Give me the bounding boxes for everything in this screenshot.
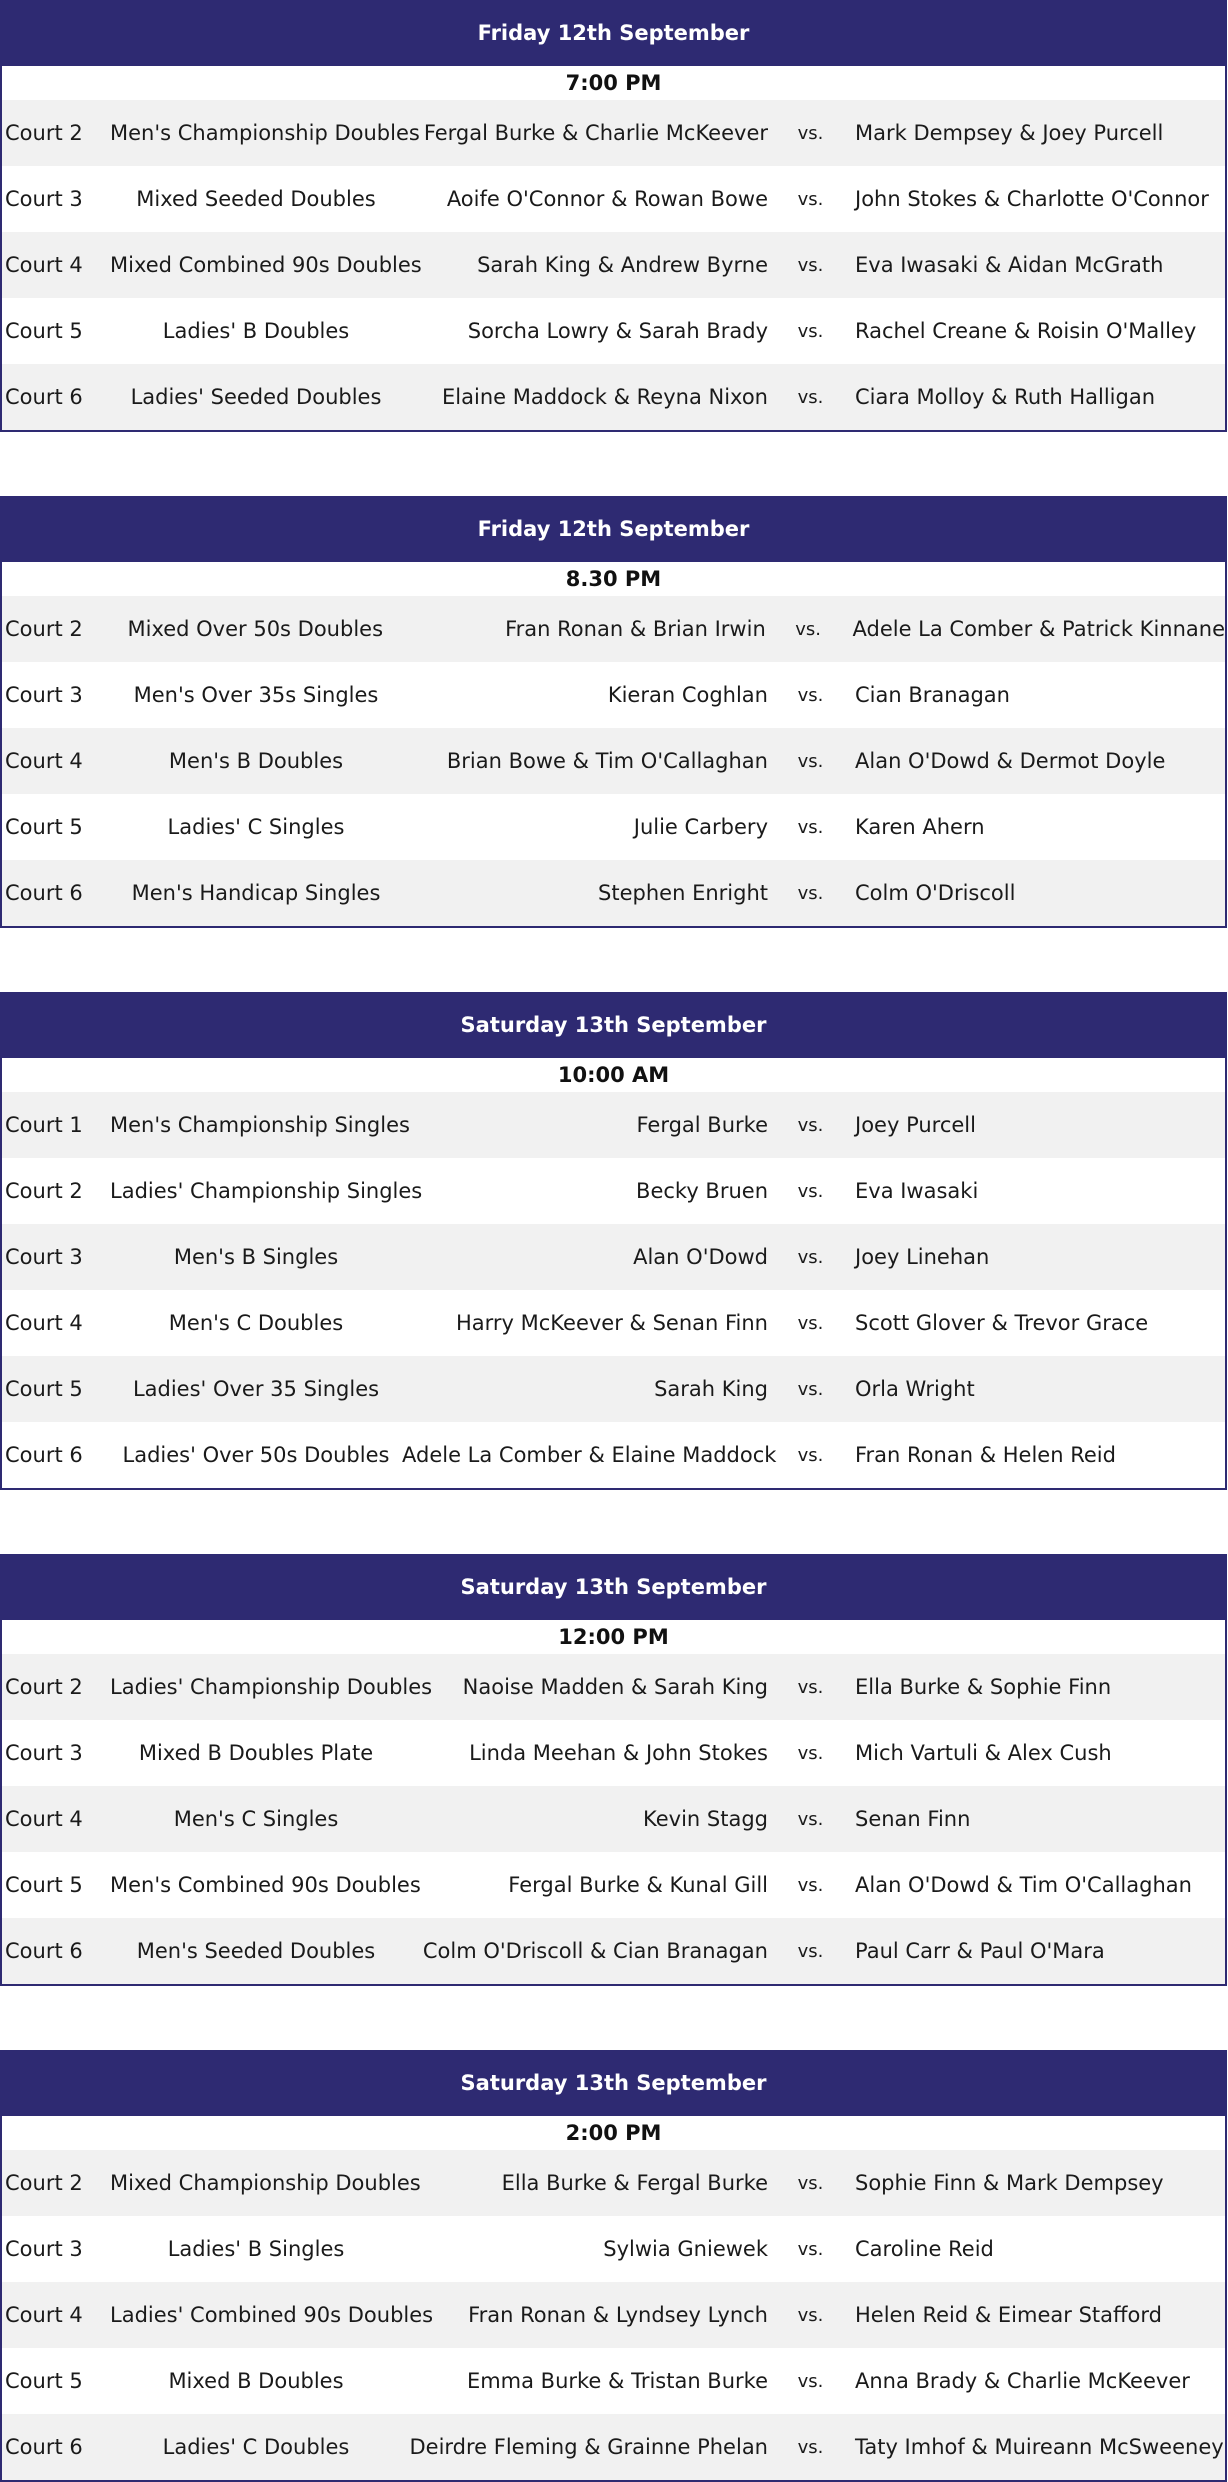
- event-name: Ladies' C Singles: [167, 815, 345, 839]
- player-two: Ella Burke & Sophie Finn: [855, 1675, 1112, 1699]
- day-header: Saturday 13th September: [0, 1554, 1227, 1620]
- player-one: Emma Burke & Tristan Burke: [466, 2369, 768, 2393]
- event-name: Ladies' Championship Singles: [110, 1179, 423, 1203]
- court-label: Court 4: [5, 253, 83, 277]
- match-row: [2, 364, 1225, 430]
- court-label: Court 6: [5, 385, 83, 409]
- player-one: Sorcha Lowry & Sarah Brady: [467, 319, 768, 343]
- match-row: [2, 1356, 1225, 1422]
- court-label: Court 5: [5, 1377, 83, 1401]
- player-two: Eva Iwasaki & Aidan McGrath: [855, 253, 1164, 277]
- session-block: [0, 1554, 1227, 1986]
- session-time: 8.30 PM: [2, 562, 1225, 596]
- player-two: Joey Linehan: [855, 1245, 990, 1269]
- player-one: Fran Ronan & Lyndsey Lynch: [468, 2303, 768, 2327]
- session-time: 7:00 PM: [2, 66, 1225, 100]
- player-one: Kevin Stagg: [643, 1807, 768, 1831]
- session-block: [0, 496, 1227, 928]
- player-two: Karen Ahern: [855, 815, 985, 839]
- session-block: [0, 2050, 1227, 2482]
- player-one: Harry McKeever & Senan Finn: [455, 1311, 768, 1335]
- versus-label: vs.: [797, 254, 824, 276]
- player-one: Alan O'Dowd: [633, 1245, 768, 1269]
- player-one: Julie Carbery: [633, 815, 768, 839]
- versus-label: vs.: [797, 1676, 824, 1698]
- versus-label: vs.: [797, 386, 824, 408]
- player-one: Ella Burke & Fergal Burke: [501, 2171, 768, 2195]
- match-row: [2, 1654, 1225, 1720]
- event-name: Ladies' B Doubles: [162, 319, 350, 343]
- court-label: Court 5: [5, 2369, 83, 2393]
- versus-label: vs.: [797, 1114, 824, 1136]
- player-two: Paul Carr & Paul O'Mara: [855, 1939, 1105, 1963]
- court-label: Court 2: [5, 2171, 83, 2195]
- match-row: [2, 1852, 1225, 1918]
- court-label: Court 2: [5, 617, 83, 641]
- court-label: Court 4: [5, 749, 83, 773]
- event-name: Mixed Seeded Doubles: [136, 187, 376, 211]
- player-two: Taty Imhof & Muireann McSweeney: [855, 2435, 1224, 2459]
- event-name: Ladies' C Doubles: [162, 2435, 350, 2459]
- match-row: [2, 662, 1225, 728]
- versus-label: vs.: [797, 2172, 824, 2194]
- event-name: Men's C Doubles: [168, 1311, 344, 1335]
- event-name: Men's Handicap Singles: [131, 881, 381, 905]
- event-name: Men's Seeded Doubles: [136, 1939, 376, 1963]
- player-two: Caroline Reid: [855, 2237, 994, 2261]
- court-label: Court 5: [5, 815, 83, 839]
- player-two: Adele La Comber & Patrick Kinnane: [852, 617, 1225, 641]
- day-header: Saturday 13th September: [0, 2050, 1227, 2116]
- player-two: Rachel Creane & Roisin O'Malley: [855, 319, 1197, 343]
- player-one: Sarah King: [654, 1377, 768, 1401]
- versus-label: vs.: [795, 618, 821, 640]
- court-label: Court 6: [5, 1443, 83, 1467]
- versus-label: vs.: [797, 1808, 824, 1830]
- session-time: 12:00 PM: [2, 1620, 1225, 1654]
- match-row: [2, 1786, 1225, 1852]
- versus-label: vs.: [797, 2436, 824, 2458]
- match-list: [2, 100, 1225, 430]
- player-two: Mark Dempsey & Joey Purcell: [855, 121, 1164, 145]
- player-two: Mich Vartuli & Alex Cush: [855, 1741, 1112, 1765]
- court-label: Court 2: [5, 121, 83, 145]
- versus-label: vs.: [797, 2370, 824, 2392]
- court-label: Court 6: [5, 881, 83, 905]
- versus-label: vs.: [797, 1312, 824, 1334]
- court-label: Court 5: [5, 1873, 83, 1897]
- player-one: Linda Meehan & John Stokes: [469, 1741, 768, 1765]
- match-row: [2, 860, 1225, 926]
- match-row: [2, 1422, 1225, 1488]
- day-header: Friday 12th September: [0, 496, 1227, 562]
- event-name: Ladies' Seeded Doubles: [130, 385, 382, 409]
- court-label: Court 5: [5, 319, 83, 343]
- player-one: Aoife O'Connor & Rowan Bowe: [446, 187, 768, 211]
- match-row: [2, 2348, 1225, 2414]
- court-label: Court 3: [5, 187, 83, 211]
- court-label: Court 1: [5, 1113, 83, 1137]
- player-two: Orla Wright: [855, 1377, 975, 1401]
- player-two: Helen Reid & Eimear Stafford: [855, 2303, 1162, 2327]
- player-one: Colm O'Driscoll & Cian Branagan: [422, 1939, 768, 1963]
- player-one: Adele La Comber & Elaine Maddock: [402, 1443, 777, 1467]
- player-one: Brian Bowe & Tim O'Callaghan: [446, 749, 768, 773]
- event-name: Men's Championship Doubles: [110, 121, 420, 145]
- player-two: Scott Glover & Trevor Grace: [855, 1311, 1149, 1335]
- player-two: Sophie Finn & Mark Dempsey: [855, 2171, 1164, 2195]
- match-row: [2, 2282, 1225, 2348]
- court-label: Court 3: [5, 1245, 83, 1269]
- match-list: [2, 1654, 1225, 1984]
- match-row: [2, 1918, 1225, 1984]
- event-name: Men's Combined 90s Doubles: [110, 1873, 421, 1897]
- court-label: Court 4: [5, 1807, 83, 1831]
- court-label: Court 2: [5, 1675, 83, 1699]
- match-row: [2, 232, 1225, 298]
- match-row: [2, 596, 1225, 662]
- player-two: Fran Ronan & Helen Reid: [855, 1443, 1116, 1467]
- player-one: Fran Ronan & Brian Irwin: [505, 617, 766, 641]
- match-row: [2, 1290, 1225, 1356]
- event-name: Men's B Doubles: [168, 749, 344, 773]
- versus-label: vs.: [797, 320, 824, 342]
- court-label: Court 4: [5, 1311, 83, 1335]
- versus-label: vs.: [797, 188, 824, 210]
- player-two: Cian Branagan: [855, 683, 1010, 707]
- match-row: [2, 728, 1225, 794]
- versus-label: vs.: [797, 684, 824, 706]
- player-one: Fergal Burke: [636, 1113, 768, 1137]
- session-time: 2:00 PM: [2, 2116, 1225, 2150]
- versus-label: vs.: [797, 122, 824, 144]
- player-one: Sylwia Gniewek: [603, 2237, 768, 2261]
- match-row: [2, 2414, 1225, 2480]
- match-row: [2, 100, 1225, 166]
- day-header: Friday 12th September: [0, 0, 1227, 66]
- match-row: [2, 298, 1225, 364]
- session-time: 10:00 AM: [2, 1058, 1225, 1092]
- versus-label: vs.: [797, 1180, 824, 1202]
- match-row: [2, 166, 1225, 232]
- match-list: [2, 1092, 1225, 1488]
- session-block: [0, 0, 1227, 432]
- event-name: Mixed B Doubles Plate: [138, 1741, 374, 1765]
- player-two: Ciara Molloy & Ruth Halligan: [855, 385, 1156, 409]
- player-one: Kieran Coghlan: [607, 683, 768, 707]
- player-two: Eva Iwasaki: [855, 1179, 979, 1203]
- match-list: [2, 2150, 1225, 2480]
- court-label: Court 3: [5, 2237, 83, 2261]
- player-one: Deirdre Fleming & Grainne Phelan: [409, 2435, 768, 2459]
- player-two: John Stokes & Charlotte O'Connor: [855, 187, 1209, 211]
- court-label: Court 6: [5, 2435, 83, 2459]
- player-one: Sarah King & Andrew Byrne: [477, 253, 768, 277]
- court-label: Court 3: [5, 1741, 83, 1765]
- player-one: Naoise Madden & Sarah King: [462, 1675, 768, 1699]
- player-one: Elaine Maddock & Reyna Nixon: [442, 385, 768, 409]
- match-row: [2, 1092, 1225, 1158]
- match-row: [2, 1224, 1225, 1290]
- versus-label: vs.: [797, 750, 824, 772]
- versus-label: vs.: [797, 1874, 824, 1896]
- player-two: Joey Purcell: [855, 1113, 976, 1137]
- event-name: Men's Championship Singles: [110, 1113, 410, 1137]
- player-two: Alan O'Dowd & Dermot Doyle: [855, 749, 1166, 773]
- versus-label: vs.: [797, 816, 824, 838]
- versus-label: vs.: [797, 1444, 824, 1466]
- versus-label: vs.: [797, 1246, 824, 1268]
- event-name: Men's B Singles: [173, 1245, 339, 1269]
- player-two: Alan O'Dowd & Tim O'Callaghan: [855, 1873, 1192, 1897]
- match-row: [2, 1158, 1225, 1224]
- event-name: Mixed B Doubles: [168, 2369, 344, 2393]
- event-name: Mixed Championship Doubles: [110, 2171, 421, 2195]
- match-row: [2, 2216, 1225, 2282]
- court-label: Court 4: [5, 2303, 83, 2327]
- event-name: Mixed Over 50s Doubles: [127, 617, 384, 641]
- session-block: [0, 992, 1227, 1490]
- court-label: Court 6: [5, 1939, 83, 1963]
- event-name: Ladies' Combined 90s Doubles: [110, 2303, 434, 2327]
- match-list: [2, 596, 1225, 926]
- court-label: Court 2: [5, 1179, 83, 1203]
- event-name: Ladies' Over 35 Singles: [132, 1377, 380, 1401]
- versus-label: vs.: [797, 2304, 824, 2326]
- player-one: Fergal Burke & Kunal Gill: [508, 1873, 768, 1897]
- player-one: Becky Bruen: [636, 1179, 768, 1203]
- player-two: Anna Brady & Charlie McKeever: [855, 2369, 1190, 2393]
- event-name: Men's Over 35s Singles: [133, 683, 379, 707]
- event-name: Ladies' B Singles: [167, 2237, 345, 2261]
- match-row: [2, 1720, 1225, 1786]
- day-header: Saturday 13th September: [0, 992, 1227, 1058]
- event-name: Mixed Combined 90s Doubles: [110, 253, 422, 277]
- court-label: Court 3: [5, 683, 83, 707]
- player-two: Senan Finn: [855, 1807, 971, 1831]
- versus-label: vs.: [797, 1940, 824, 1962]
- player-one: Fergal Burke & Charlie McKeever: [423, 121, 768, 145]
- event-name: Ladies' Over 50s Doubles: [122, 1443, 390, 1467]
- versus-label: vs.: [797, 2238, 824, 2260]
- match-row: [2, 2150, 1225, 2216]
- player-one: Stephen Enright: [598, 881, 768, 905]
- versus-label: vs.: [797, 1742, 824, 1764]
- player-two: Colm O'Driscoll: [855, 881, 1016, 905]
- event-name: Men's C Singles: [173, 1807, 339, 1831]
- event-name: Ladies' Championship Doubles: [110, 1675, 433, 1699]
- match-row: [2, 794, 1225, 860]
- versus-label: vs.: [797, 882, 824, 904]
- versus-label: vs.: [797, 1378, 824, 1400]
